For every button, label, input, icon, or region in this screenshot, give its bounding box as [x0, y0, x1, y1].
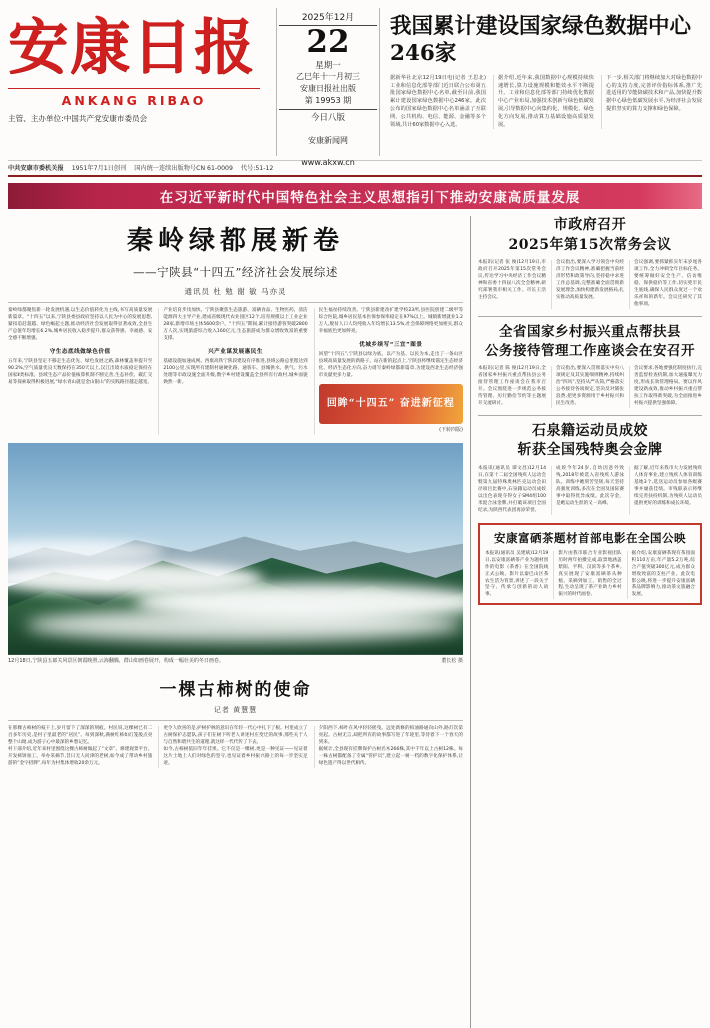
headline-divider [8, 302, 463, 303]
banner-text: 在习近平新时代中国特色社会主义思想指引下推动安康高质量发展 [100, 183, 640, 209]
photo-cloud [26, 608, 463, 642]
continued-note: (下转四版) [439, 427, 463, 434]
feature-divider [8, 720, 463, 721]
landscape-photo [8, 443, 463, 655]
masthead-logo [8, 6, 276, 124]
date-year-month: 2025年12月 [279, 10, 377, 26]
feature-columns [8, 726, 463, 768]
news-agency: 安康新闻网 [308, 136, 348, 146]
boxed-story-title: 安康富硒茶题材首部电影在全国公映 [494, 530, 686, 545]
article-para: 回望“十四五”,宁陕县以绿为底、以产为基、以民为本,走出了一条山区县域高质量发展的新路子。站在新的起点上,宁陕县将继续锚定生态经济化、经济生态化方向,奋力谱写秦岭绿都新篇章,为建设西北生态经济强市贡献更多力量。 [318, 352, 463, 379]
story1-col-1: 本报讯(记者 张 俊)12月19日,市政府召开2025年第15次常务会议,传达学习中央经济工作会议精神和省委十四届八次全会精神,研究部署我市相关工作。市长王浩主持会议。 [478, 260, 546, 301]
story2-col-2: 会议指出,要深入贯彻落实中央八项规定及其实施细则精神,持续纠治“四风”,坚持从严从简,严格落实公务接待各项规定,坚决反对铺张浪费,把更多资源用于乡村振兴和民生改善。 [551, 366, 624, 408]
website-url[interactable]: www.akxw.cn [301, 158, 355, 168]
story2-col-3: 会议要求,各地要强化制度执行,完善监督检查机制,加大通报曝光力度,形成长效管理格局。要以作风建设新成效,推动乡村振兴重点帮扶工作取得新突破,为全面推进乡村振兴提供坚强保障。 [629, 366, 702, 408]
article-col-1 [8, 308, 152, 435]
publisher: 安康日报社出版 [300, 83, 356, 93]
story1-col-2: 会议指出,要深入学习领会中央经济工作会议精神,准确把握当前经济形势和政策导向,坚持稳中求进工作总基调,完整准确全面贯彻新发展理念,加快构建新发展格局,扎实推动高质量发展。 [551, 260, 624, 309]
feature-para: 据统计,全县现有挂牌保护古树名木266株,其中千年以上古树12株。每一株古树都配备了专属“管护员”,建立起一树一档的数字化保护体系,让绿色遗产得以世代相传。 [318, 746, 463, 766]
article-para: 五年来,宁陕县坚定不移走生态优先、绿色发展之路,森林覆盖率提升至90.2%,空气质量优良天数保持在350天以上,汉江出境水质稳定保持在国家Ⅱ类标准。县域生态产品价值核算机制不断完善,生态补偿、碳汇交易等探索取得积极进展,“绿水青山就是金山银山”的实践路径越走越宽。 [8, 359, 153, 386]
story3-col-2: 成姣今年24岁,自幼因意外致残,2018年被选入省残疾人游泳队。训练中她刻苦坚韧,每天坚持高强度训练,多次在全国及国际赛事中取得优异成绩。此次夺金，是她运动生涯的又一高峰。 [551, 466, 624, 515]
legal-serial: 国内统一连续出版物号CN 61-0009 [134, 165, 233, 172]
photo-credit: 董长松 摄 [441, 657, 463, 664]
right-column [470, 216, 702, 1028]
article-col-2 [158, 308, 307, 435]
feature-headline: 一棵古柿树的使命 [159, 679, 312, 700]
story-athlete-gold-medal [478, 422, 702, 515]
lead-col-1: 据新华社北京12月19日电(记者 王思北)工业和信息化部等部门近日联合公布第五批国家绿色数据中心名单,截至目前,我国累计建设国家绿色数据中心246家。此次公布的国家绿色数据中心名单涵盖了互联网、公共机构、电信、能源、金融等多个领域,共计60家数据中心入选。 [390, 74, 486, 128]
photo-block [8, 443, 463, 665]
banner-right-flag [640, 183, 702, 209]
main-headline: 秦岭绿都展新卷 [126, 226, 344, 256]
feature-col-1 [8, 726, 152, 768]
article-para: 产业培育步伐加快。宁陕县聚焦生态旅游、富硒食品、生物医药、清洁能源四大主导产业,建成省级现代农业园区12个,培育规模以上工业企业28家,新增市场主体5600余户。“十四五”期间,累计接待游客突破2800万人次,实现旅游综合收入160亿元,生态旅游成为群众增收致富的重要支撑。 [163, 308, 308, 341]
page-count: 今日八版 [279, 109, 377, 126]
feature-para: 村干部介绍,近年来村里围绕这棵古柿树做起了“文章”。修建观景平台、开发柿饼加工、举办采摘节,昔日无人问津的老树,如今成了带动乡村旅游的“金字招牌”,每年为村集体增收20余万元。 [8, 746, 153, 766]
story3-col-1: 本报讯(通讯员 谭文昌)12月14日,在第十二届全国残疾人运动会暨第九届特殊奥林匹克运动会田径项目比赛中,石泉籍运动员成姣以出色表现夺得女子SM4组100米混合泳金牌,并打破该项目全国纪录,为陕西代表团再添荣誉。 [478, 465, 546, 513]
boxed-col-3: 据介绍,安康富硒茶现有茶园面积110万亩,年产量5.2万吨,综合产值突破300亿元,成为群众增收致富的支柱产业。此次电影公映,将进一步提升安康富硒茶品牌影响力,推动茶文旅融合发展。 [627, 551, 695, 600]
feature-byline: 记者 黄慧慧 [213, 705, 258, 714]
feature-para: 更令人欣喜的是,护树护林的意识在年轻一代心中扎下了根。村里成立了古树保护志愿队,孩子们在树下听老人讲述村庄变迁的故事,那些关于人与自然和谐共生的道理,就这样一代代传了下去。 [163, 725, 308, 745]
story2-col-1: 本报讯(记者 陈 俊)12月19日,全省国家乡村振兴重点帮扶县公务接待管理工作座谈会在我市召开。会议围绕进一步规范公务接待管理、厉行勤俭节约等主题展开交流研讨。 [478, 365, 546, 406]
story-rural-revitalization-meeting [478, 323, 702, 408]
feature-col-3 [314, 726, 463, 768]
story1-col-3: 会议强调,要抓紧抓实年末岁尾各项工作,全力冲刺全年目标任务。要统筹做好安全生产、信访维稳、保供稳价等工作,切实兜牢民生底线,确保人民群众度过一个欢乐祥和的新年。会议还研究了其他事项。 [629, 260, 702, 309]
date-weekday: 星期一 [315, 60, 341, 71]
photo-caption-row [8, 658, 463, 665]
article-para: 基础设施加速成网。西康高铁宁陕段建设有序推进,县域公路总里程达到2100公里,实现所有建制村通硬化路、通客车。县城供水、供气、污水处理等市政设施全面升级,数字乡村建设覆盖全县所有行政村,城乡面貌焕然一新。 [163, 359, 308, 386]
story2-title-line2: 公务接待管理工作座谈会在安召开 [485, 342, 695, 359]
left-column [8, 216, 470, 1028]
right-divider-2 [478, 415, 702, 416]
article-col-3 [314, 308, 463, 435]
article-para: 秦岭绿都聚焦新一轮发展机遇,以生态价值转化为主线,书写高质量发展新篇章。“十四五”以来,宁陕县委县政府坚持以人民为中心的发展思想,紧扣追赶超越、绿色崛起主题,推动经济社会发展取得显著成效,全县生产总值年均增长6.2%,城乡居民收入稳步提升,群众获得感、幸福感、安全感不断增强。 [8, 308, 153, 341]
newspaper-title: 安康日报 [8, 13, 256, 83]
story1-title-line2: 2025年第15次常务会议 [508, 236, 672, 253]
right-divider-1 [478, 316, 702, 317]
date-lunar: 乙巳年十一月初三 [296, 71, 360, 81]
newspaper-pinyin: ANKANG RIBAO [8, 88, 260, 108]
article-para: 民生福祉持续改善。宁陕县新建改扩建学校23所,县医院创建二级甲等综合医院,城乡居民基本医保参保率稳定在97%以上。城镇新增就业1.2万人,脱贫人口人均纯收入年均增长13.5%,社会保障网络更加密实,群众幸福底色更加鲜亮。 [318, 308, 463, 334]
feature-col-2 [158, 726, 307, 768]
main-article-columns [8, 308, 463, 435]
masthead [8, 6, 702, 168]
lead-article [380, 6, 702, 129]
boxed-col-2: 影片由我市联合专业影视团队历时两年拍摄完成,取景地涵盖紫阳、平利、汉滨等多个茶乡,真实展现了安康富硒茶从种植、采摘到加工、销售的全过程,生动呈现了茶产业助力乡村振兴的时代画卷。 [553, 551, 621, 600]
article-subhead-2: 兴产业谋发展惠民生 [208, 348, 263, 355]
legal-founded: 1951年7月1日创刊 [71, 165, 127, 172]
feature-para: 在那棵古柿树的枝干上,岁月留下了深深的刻痕。村民说,这棵树已有二百多年历史,是村子里最老的“居民”。每到深秋,满树红柿如灯笼般点亮整个山坳,成为游子心中最深的乡愁记忆。 [8, 725, 153, 745]
feature-para: 夕阳西下,柿叶在风中轻轻摇曳。远处新修的柏油路通向山外,路灯次第亮起。古树无言,却把所有的故事都写进了年轮里,等待着下一个春天的到来。 [318, 725, 463, 745]
legal-left: 中共安康市委机关报 [8, 165, 64, 172]
story1-title-line1: 市政府召开 [553, 217, 627, 233]
masthead-org: 主管、主办单位:中国共产党安康市委员会 [8, 114, 148, 123]
issue-number: 第 19953 期 [304, 95, 352, 105]
lead-col-2: 据介绍,近年来,我国数据中心规模持续快速增长,算力设施规模和能效水平不断提升。工业和信息化部等部门持续优化数据中心产业布局,加强技术创新与绿色低碳发展,引导数据中心向集约化、规模化、绿色化方向发展,推动算力基础设施高质量发展。 [493, 75, 594, 130]
story3-col-3: 据了解,近年来我市大力发展残疾人体育事业,建立残疾人体育训练基地3个,选送运动员参加各级赛事并屡获佳绩。市残联表示将继续完善扶持机制,为残疾人运动员提供更好的训练和成长环境。 [629, 466, 702, 515]
story-selenium-tea-film [478, 523, 702, 606]
banner-left-flag [8, 183, 100, 209]
lead-headline: 我国累计建设国家绿色数据中心246家 [390, 14, 692, 66]
story-city-gov-meeting [478, 216, 702, 309]
story3-title-line2: 斩获全国残特奥会金牌 [517, 442, 663, 459]
legal-code: 代号:51-12 [240, 165, 274, 172]
boxed-col-1: 本报讯(通讯员 吴建斌)12月19日,以安康富硒茶产业为题材创作的电影《茶香》在全国院线正式公映。影片以秦巴山区茶农生活为背景,讲述了一段关于坚守、传承与创新的动人故事。 [485, 550, 549, 598]
story3-title-line1: 石泉籍运动员成姣 [532, 422, 648, 439]
main-byline: 通讯员 杜 勉 谢 敏 马亦灵 [184, 287, 287, 296]
date-block [276, 8, 380, 168]
masthead-thick-divider [8, 175, 702, 177]
page-body [8, 216, 702, 1028]
article-subhead-3: 优城乡续写“三宜”图景 [359, 341, 423, 348]
date-day: 22 [306, 24, 350, 60]
special-column-promo[interactable]: 回眸“十四五” 奋进新征程 [319, 384, 463, 424]
campaign-banner [8, 183, 702, 209]
article-subhead-1: 守生态底线做绿色价值 [49, 348, 111, 355]
story2-title-line1: 全省国家乡村振兴重点帮扶县 [499, 323, 681, 340]
main-subheadline: ——宁陕县“十四五”经济社会发展综述 [133, 265, 338, 279]
photo-caption: 12月18日,宁陕县五郎关风景区朝霞映照,云海翻腾，群山如画卷展开，构成一幅壮美的冬日画卷。 [8, 657, 224, 664]
lead-col-3: 下一步,相关部门将继续加大对绿色数据中心的支持力度,完善评价指标体系,推广先进适用的节能降碳技术和产品,加快提升数据中心绿色低碳发展水平,为经济社会发展提供坚实的算力支撑和绿色保障。 [601, 75, 702, 130]
feature-para: 如今,古柿树依旧年年挂果。它不仅是一棵树,更是一种见证——见证着这片土地上人们对绿色的坚守,也见证着乡村振兴路上的每一步坚实足迹。 [163, 746, 308, 766]
